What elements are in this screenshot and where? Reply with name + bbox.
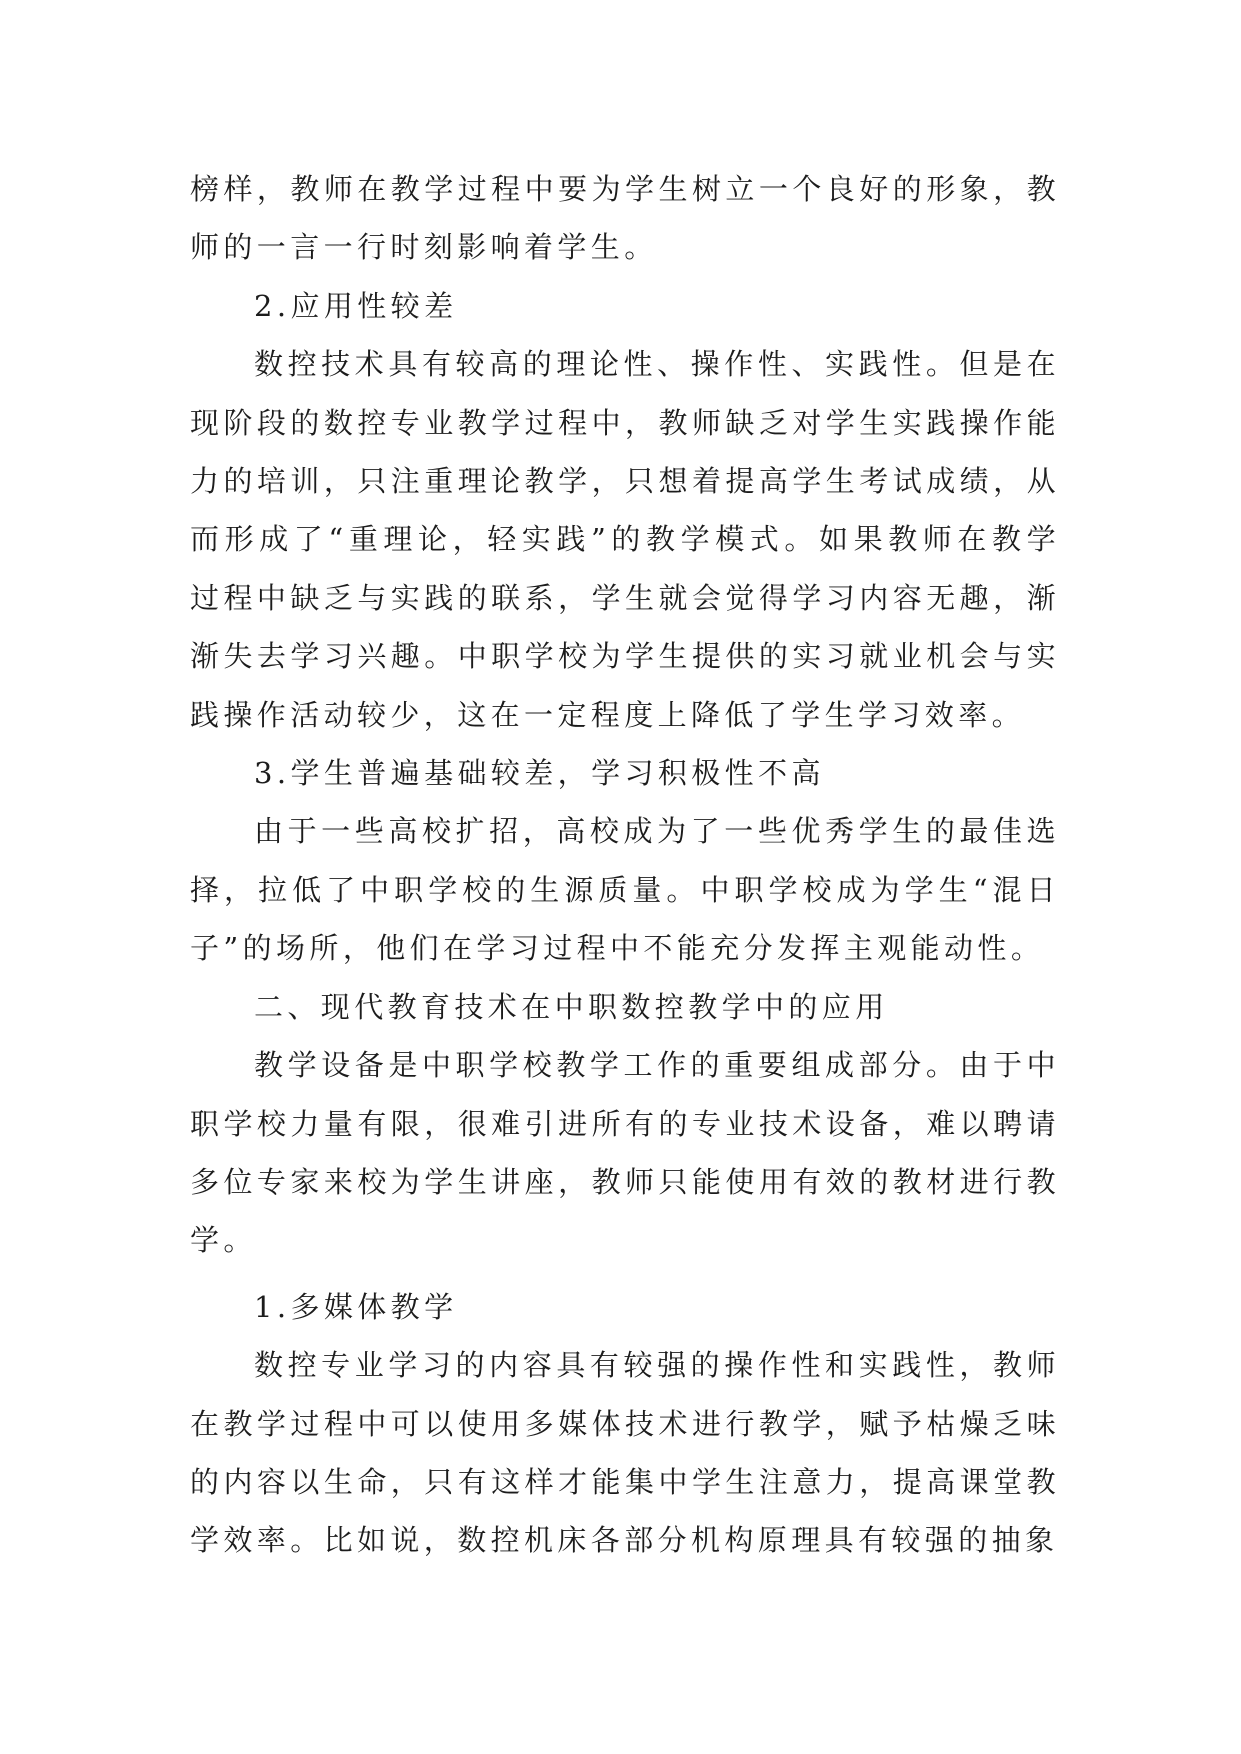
paragraph-spacer bbox=[190, 1270, 1060, 1278]
paragraph: 数控技术具有较高的理论性、操作性、实践性。但是在现阶段的数控专业教学过程中，教师缺乏对学生实践操作能力的培训，只注重理论教学，只想着提高学生考试成绩，从而形成了“重理论，轻实践”的教学模式。如果教师在教学过程中缺乏与实践的联系，学生就会觉得学习内容无趣，渐渐失去学习兴趣。中职学校为学生提供的实习就业机会与实践操作活动较少，这在一定程度上降低了学生学习效率。 bbox=[190, 347, 1060, 732]
paragraph: 由于一些高校扩招，高校成为了一些优秀学生的最佳选择，拉低了中职学校的生源质量。中职学校成为学生“混日子”的场所，他们在学习过程中不能充分发挥主观能动性。 bbox=[190, 814, 1060, 966]
section-heading: 3.学生普遍基础较差，学习积极性不高 bbox=[254, 756, 825, 791]
section-heading: 1.多媒体教学 bbox=[254, 1289, 458, 1324]
paragraph: 数控专业学习的内容具有较强的操作性和实践性，教师在教学过程中可以使用多媒体技术进行教学，赋予枯燥乏味的内容以生命，只有这样才能集中学生注意力，提高课堂教学效率。比如说，数控机床各部分机构原理具有较强的抽象 bbox=[190, 1348, 1060, 1558]
chapter-heading: 二、现代教育技术在中职数控教学中的应用 bbox=[254, 989, 889, 1024]
document-body bbox=[190, 160, 1060, 1570]
paragraph: 教学设备是中职学校教学工作的重要组成部分。由于中职学校力量有限，很难引进所有的专业技术设备，难以聘请多位专家来校为学生讲座，教师只能使用有效的教材进行教学。 bbox=[190, 1048, 1060, 1258]
section-heading: 2.应用性较差 bbox=[254, 288, 458, 323]
paragraph-continued: 榜样，教师在教学过程中要为学生树立一个良好的形象，教师的一言一行时刻影响着学生。 bbox=[190, 172, 1060, 265]
